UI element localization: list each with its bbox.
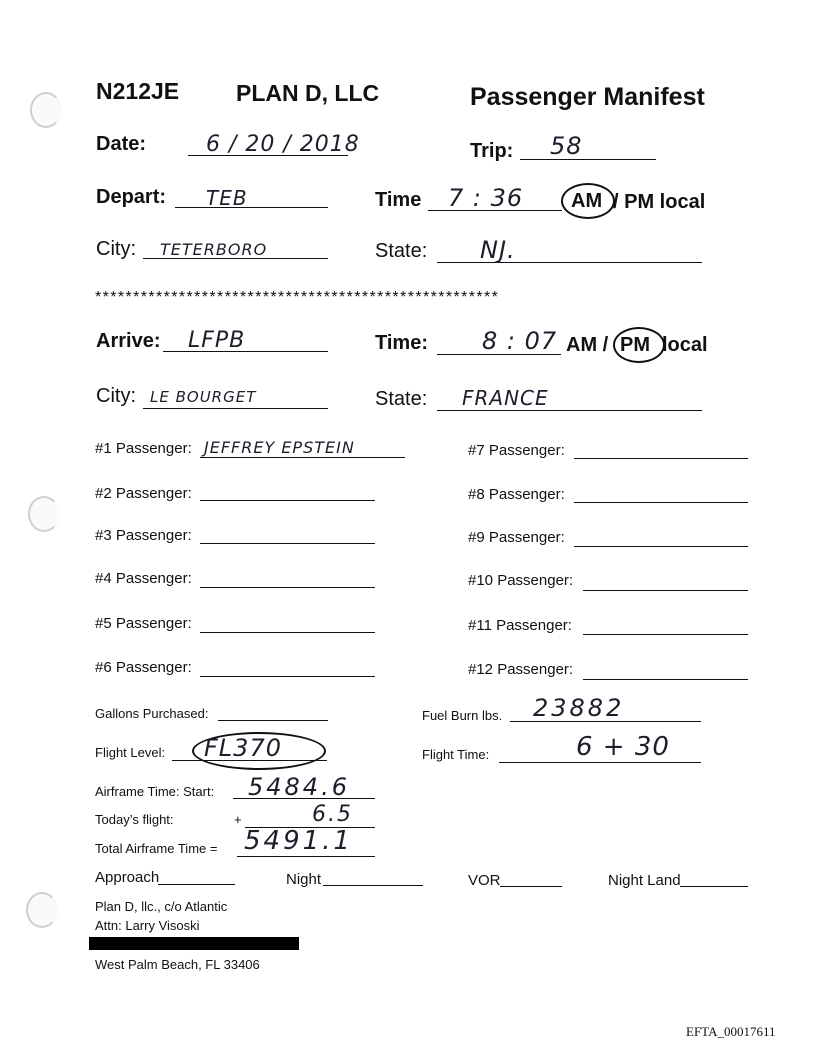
- arrive-state-line: [437, 410, 702, 411]
- passenger-label: #12 Passenger:: [468, 661, 574, 678]
- passenger-line: [200, 632, 375, 633]
- passenger-label: #2 Passenger:: [95, 485, 192, 502]
- form-title: Passenger Manifest: [470, 83, 705, 111]
- passenger-label: #11 Passenger:: [468, 617, 572, 634]
- passenger-label: #8 Passenger:: [468, 486, 565, 503]
- passenger-label: #10 Passenger:: [468, 572, 574, 589]
- depart-time-label: Time: [375, 189, 422, 211]
- depart-city-label: City:: [96, 238, 136, 260]
- flight-time-line: [499, 762, 701, 763]
- address-line-2: Attn: Larry Visoski: [95, 918, 200, 933]
- arrive-value: LFPB: [188, 328, 246, 353]
- depart-time-value: 7 : 36: [448, 184, 524, 212]
- passenger-line: [200, 676, 375, 677]
- punch-hole-top: [30, 92, 62, 128]
- depart-ampm-local: / PM local: [613, 191, 706, 213]
- airframe-start-value: 5484.6: [248, 773, 350, 801]
- todays-flight-value: 6.5: [312, 802, 353, 827]
- flight-level-value: FL370: [204, 734, 282, 762]
- trip-line: [520, 159, 656, 160]
- night-label: Night: [286, 871, 322, 888]
- vor-label: VOR: [468, 872, 501, 889]
- passenger-line: [200, 587, 375, 588]
- punch-hole-bottom: [26, 892, 58, 928]
- arrive-state-label: State:: [375, 388, 428, 410]
- passenger-label: #5 Passenger:: [95, 615, 192, 632]
- approach-label: Approach: [95, 869, 160, 886]
- passenger-line: [574, 546, 748, 547]
- passenger-label: #3 Passenger:: [95, 527, 192, 544]
- arrive-state-value: FRANCE: [462, 386, 549, 410]
- approach-line: [158, 884, 235, 885]
- arrive-label: Arrive:: [96, 330, 161, 352]
- passenger-label: #1 Passenger:: [95, 440, 192, 457]
- passenger-line: [200, 543, 375, 544]
- night-line: [323, 885, 423, 886]
- passenger-label: #6 Passenger:: [95, 659, 192, 676]
- todays-flight-label: Today’s flight:: [95, 812, 174, 827]
- fuel-burn-label: Fuel Burn lbs.: [422, 708, 503, 723]
- night-land-label: Night Land: [608, 872, 681, 889]
- company-name: PLAN D, LLC: [236, 80, 380, 106]
- flight-time-label: Flight Time:: [422, 747, 490, 762]
- depart-am: AM: [571, 190, 603, 212]
- fuel-burn-value: 23882: [533, 694, 625, 722]
- date-label: Date:: [96, 133, 147, 155]
- address-line-4: West Palm Beach, FL 33406: [95, 957, 260, 972]
- redaction-bar: [89, 937, 299, 950]
- depart-line: [175, 207, 328, 208]
- passenger-label: #4 Passenger:: [95, 570, 192, 587]
- bates-number: EFTA_00017611: [686, 1024, 776, 1039]
- depart-state-value: NJ.: [480, 236, 516, 264]
- arrive-city-line: [143, 408, 328, 409]
- gallons-label: Gallons Purchased:: [95, 706, 209, 721]
- airframe-start-label: Airframe Time: Start:: [95, 784, 215, 799]
- punch-hole-middle: [28, 496, 60, 532]
- depart-state-line: [437, 262, 702, 263]
- flight-level-label: Flight Level:: [95, 745, 166, 760]
- gallons-line: [218, 720, 328, 721]
- passenger-line: [574, 458, 748, 459]
- passenger-line: [583, 590, 748, 591]
- passenger-value: JEFFREY EPSTEIN: [204, 438, 355, 457]
- address-line-1: Plan D, llc., c/o Atlantic: [95, 899, 228, 914]
- arrive-time-label: Time:: [375, 332, 428, 354]
- arrive-pm: PM: [620, 334, 650, 356]
- arrive-local: local: [662, 334, 708, 356]
- total-airframe-value: 5491.1: [244, 826, 353, 856]
- trip-value: 58: [550, 132, 583, 160]
- passenger-line: [200, 457, 405, 458]
- passenger-line: [583, 679, 748, 680]
- total-airframe-label: Total Airframe Time =: [95, 841, 218, 856]
- total-airframe-line: [237, 856, 375, 857]
- date-value: 6 / 20 / 2018: [206, 132, 360, 157]
- arrive-city-label: City:: [96, 385, 136, 407]
- plus-sign: +: [234, 812, 242, 827]
- vor-line: [500, 886, 562, 887]
- arrive-time-value: 8 : 07: [482, 327, 558, 355]
- depart-state-label: State:: [375, 240, 428, 262]
- passenger-line: [583, 634, 748, 635]
- passenger-line: [574, 502, 748, 503]
- arrive-am: AM /: [566, 334, 609, 356]
- passenger-label: #9 Passenger:: [468, 529, 565, 546]
- depart-city-value: TETERBORO: [160, 240, 268, 259]
- night-land-line: [680, 886, 748, 887]
- flight-time-value: 6 + 30: [576, 732, 670, 762]
- passenger-line: [200, 500, 375, 501]
- depart-value: TEB: [206, 186, 248, 210]
- tail-number: N212JE: [96, 78, 180, 104]
- passenger-label: #7 Passenger:: [468, 442, 565, 459]
- trip-label: Trip:: [470, 140, 514, 162]
- arrive-city-value: LE BOURGET: [150, 388, 257, 406]
- depart-label: Depart:: [96, 186, 167, 208]
- separator-asterisks: *****************************************************: [95, 289, 500, 306]
